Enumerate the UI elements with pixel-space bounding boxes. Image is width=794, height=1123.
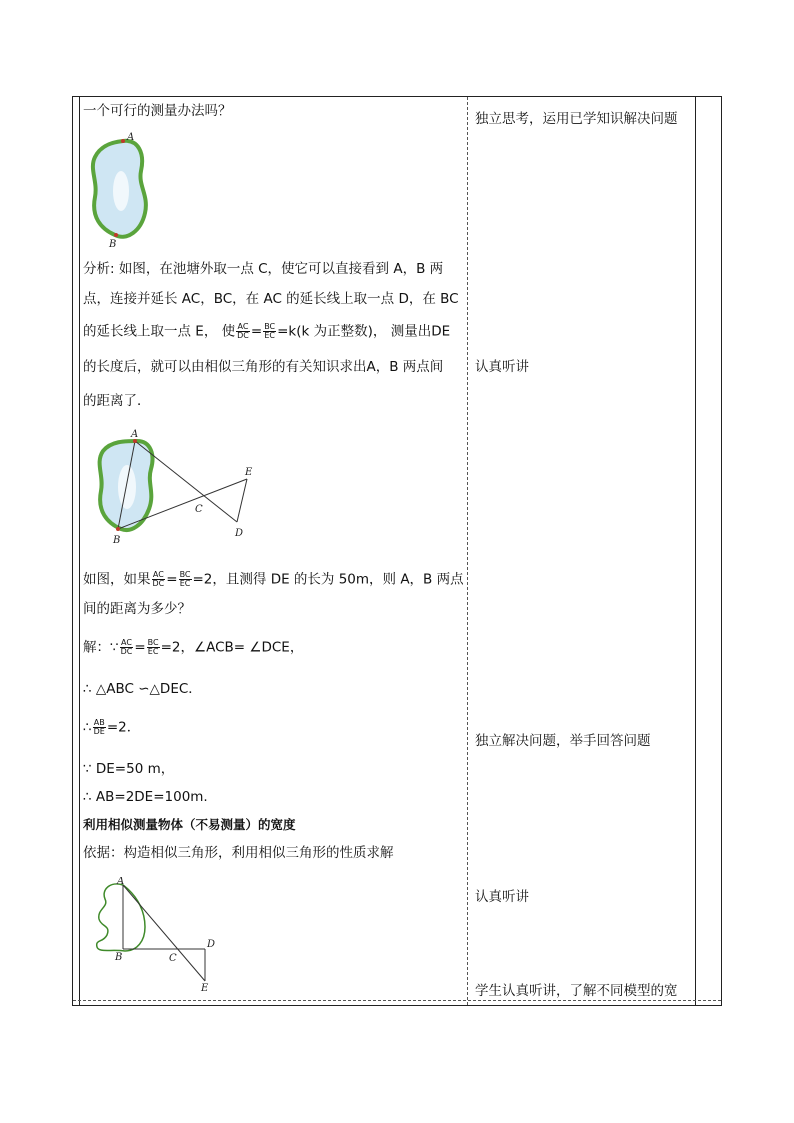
- solution-line-3: [83, 719, 140, 736]
- label-a: A: [127, 132, 135, 143]
- example-line-1: 如图，如果 $\frac{AC}{DC}$ = $\frac{BC}{EC}$ =2，且测得 DE 的长为 50m，则 A，B 两点: [83, 570, 464, 588]
- frac-num: AC: [237, 322, 249, 331]
- student-activity-1: 独立思考，运用已学知识解决问题: [475, 111, 678, 127]
- label-e-3: E: [201, 983, 209, 992]
- frac-num: AB: [93, 718, 105, 727]
- label-a-3: A: [117, 877, 125, 887]
- frac-num: BC: [179, 570, 191, 579]
- frac-num: AC: [152, 570, 164, 579]
- section-heading: 利用相似测量物体（不易测量）的宽度: [83, 817, 296, 832]
- frac-den: EC: [264, 331, 275, 340]
- point-b-marker-2: [116, 527, 120, 531]
- frac-den: DE: [93, 727, 105, 736]
- column-divider-right: [695, 97, 696, 1005]
- pond-triangle-figure: [87, 427, 287, 547]
- table-bottom-divider: [73, 1000, 721, 1001]
- frac-den: DC: [237, 331, 249, 340]
- solution-line-1-start: 解：∵: [83, 639, 119, 656]
- segment-ae-3: [123, 885, 205, 981]
- fraction-bc-ec: [263, 323, 276, 340]
- point-b-marker: [114, 233, 118, 237]
- analysis-line-3-start: 的延长线上取一点 E， 使: [83, 323, 236, 340]
- analysis-line-3: 的延长线上取一点 E， 使 $\frac{AC}{DC}$ = $\frac{BC}{EC}$ =k(k 为正整数)， 测量出DE: [83, 322, 451, 340]
- solution-line-3-start: ∴: [83, 719, 92, 736]
- column-divider: [467, 97, 468, 1005]
- pond-highlight-2: [118, 465, 136, 509]
- question-line: 一个可行的测量办法吗？: [83, 103, 232, 119]
- student-activity-3: 独立解决问题，举手回答问题: [475, 733, 651, 749]
- solution-line-1: 解：∵ $\frac{AC}{DC}$ = $\frac{BC}{EC}$ =2，∠ACB= ∠DCE，: [83, 638, 304, 656]
- pond-highlight: [113, 171, 129, 211]
- label-b-3: B: [115, 952, 123, 963]
- width-measure-figure: [87, 877, 217, 992]
- example-line-1-start: 如图，如果: [83, 571, 151, 588]
- solution-line-1-end: =2，∠ACB= ∠DCE，: [160, 639, 304, 656]
- fraction-ac-dc-2: [152, 571, 166, 588]
- frac-num: BC: [147, 638, 159, 647]
- student-activity-4: 认真听讲: [475, 889, 529, 905]
- fraction-bc-ec-2: [179, 571, 192, 588]
- solution-line-3-end: =2．: [106, 719, 141, 736]
- frac-den: DC: [120, 647, 133, 656]
- analysis-line-1: 分析: 如图，在池塘外取一点 C，使它可以直接看到 A，B 两: [83, 261, 444, 277]
- example-line-2: 间的距离为多少？: [83, 601, 191, 617]
- label-a-2: A: [131, 429, 139, 440]
- solution-line-4: ∵ DE=50 m，: [83, 761, 175, 777]
- frac-den: EC: [147, 647, 159, 656]
- frac-num: BC: [264, 322, 276, 331]
- fraction-bc-ec-3: [147, 639, 160, 656]
- table-inner-left-border: [79, 97, 80, 1005]
- lesson-table: [72, 96, 722, 1006]
- pond-figure-1: [83, 131, 163, 251]
- frac-den: DC: [152, 579, 165, 588]
- fraction-ac-dc-3: [120, 639, 134, 656]
- label-d-3: D: [207, 939, 216, 950]
- fraction-ab-de: [93, 719, 106, 736]
- irregular-shape: [97, 884, 145, 951]
- segment-ed: [237, 479, 247, 522]
- solution-line-2: ∴ △ABC ∽△DEC．: [83, 681, 202, 697]
- analysis-line-5: 的距离了．: [83, 393, 151, 409]
- label-b: B: [109, 239, 117, 250]
- fraction-ac-dc: [236, 323, 250, 340]
- label-c-2: C: [195, 504, 203, 515]
- frac-num: AC: [121, 638, 132, 647]
- label-d-2: D: [235, 528, 244, 539]
- analysis-line-2: 点，连接并延长 AC，BC，在 AC 的延长线上取一点 D，在 BC: [83, 291, 459, 307]
- solution-line-5: ∴ AB=2DE=100m.: [83, 789, 208, 805]
- basis-line: 依据：构造相似三角形，利用相似三角形的性质求解: [83, 845, 394, 861]
- student-activity-2: 认真听讲: [475, 359, 529, 375]
- label-b-2: B: [113, 535, 121, 546]
- analysis-line-4: 的长度后，就可以由相似三角形的有关知识求出A，B 两点间: [83, 359, 444, 375]
- analysis-line-3-end: =k(k 为正整数)， 测量出DE: [277, 323, 451, 340]
- label-e-2: E: [245, 467, 253, 478]
- label-c-3: C: [169, 953, 177, 964]
- frac-den: EC: [179, 579, 191, 588]
- point-a-marker: [121, 139, 125, 143]
- student-activity-5: 学生认真听讲，了解不同模型的宽: [475, 983, 678, 999]
- example-line-1-end: =2，且测得 DE 的长为 50m，则 A，B 两点: [192, 571, 464, 588]
